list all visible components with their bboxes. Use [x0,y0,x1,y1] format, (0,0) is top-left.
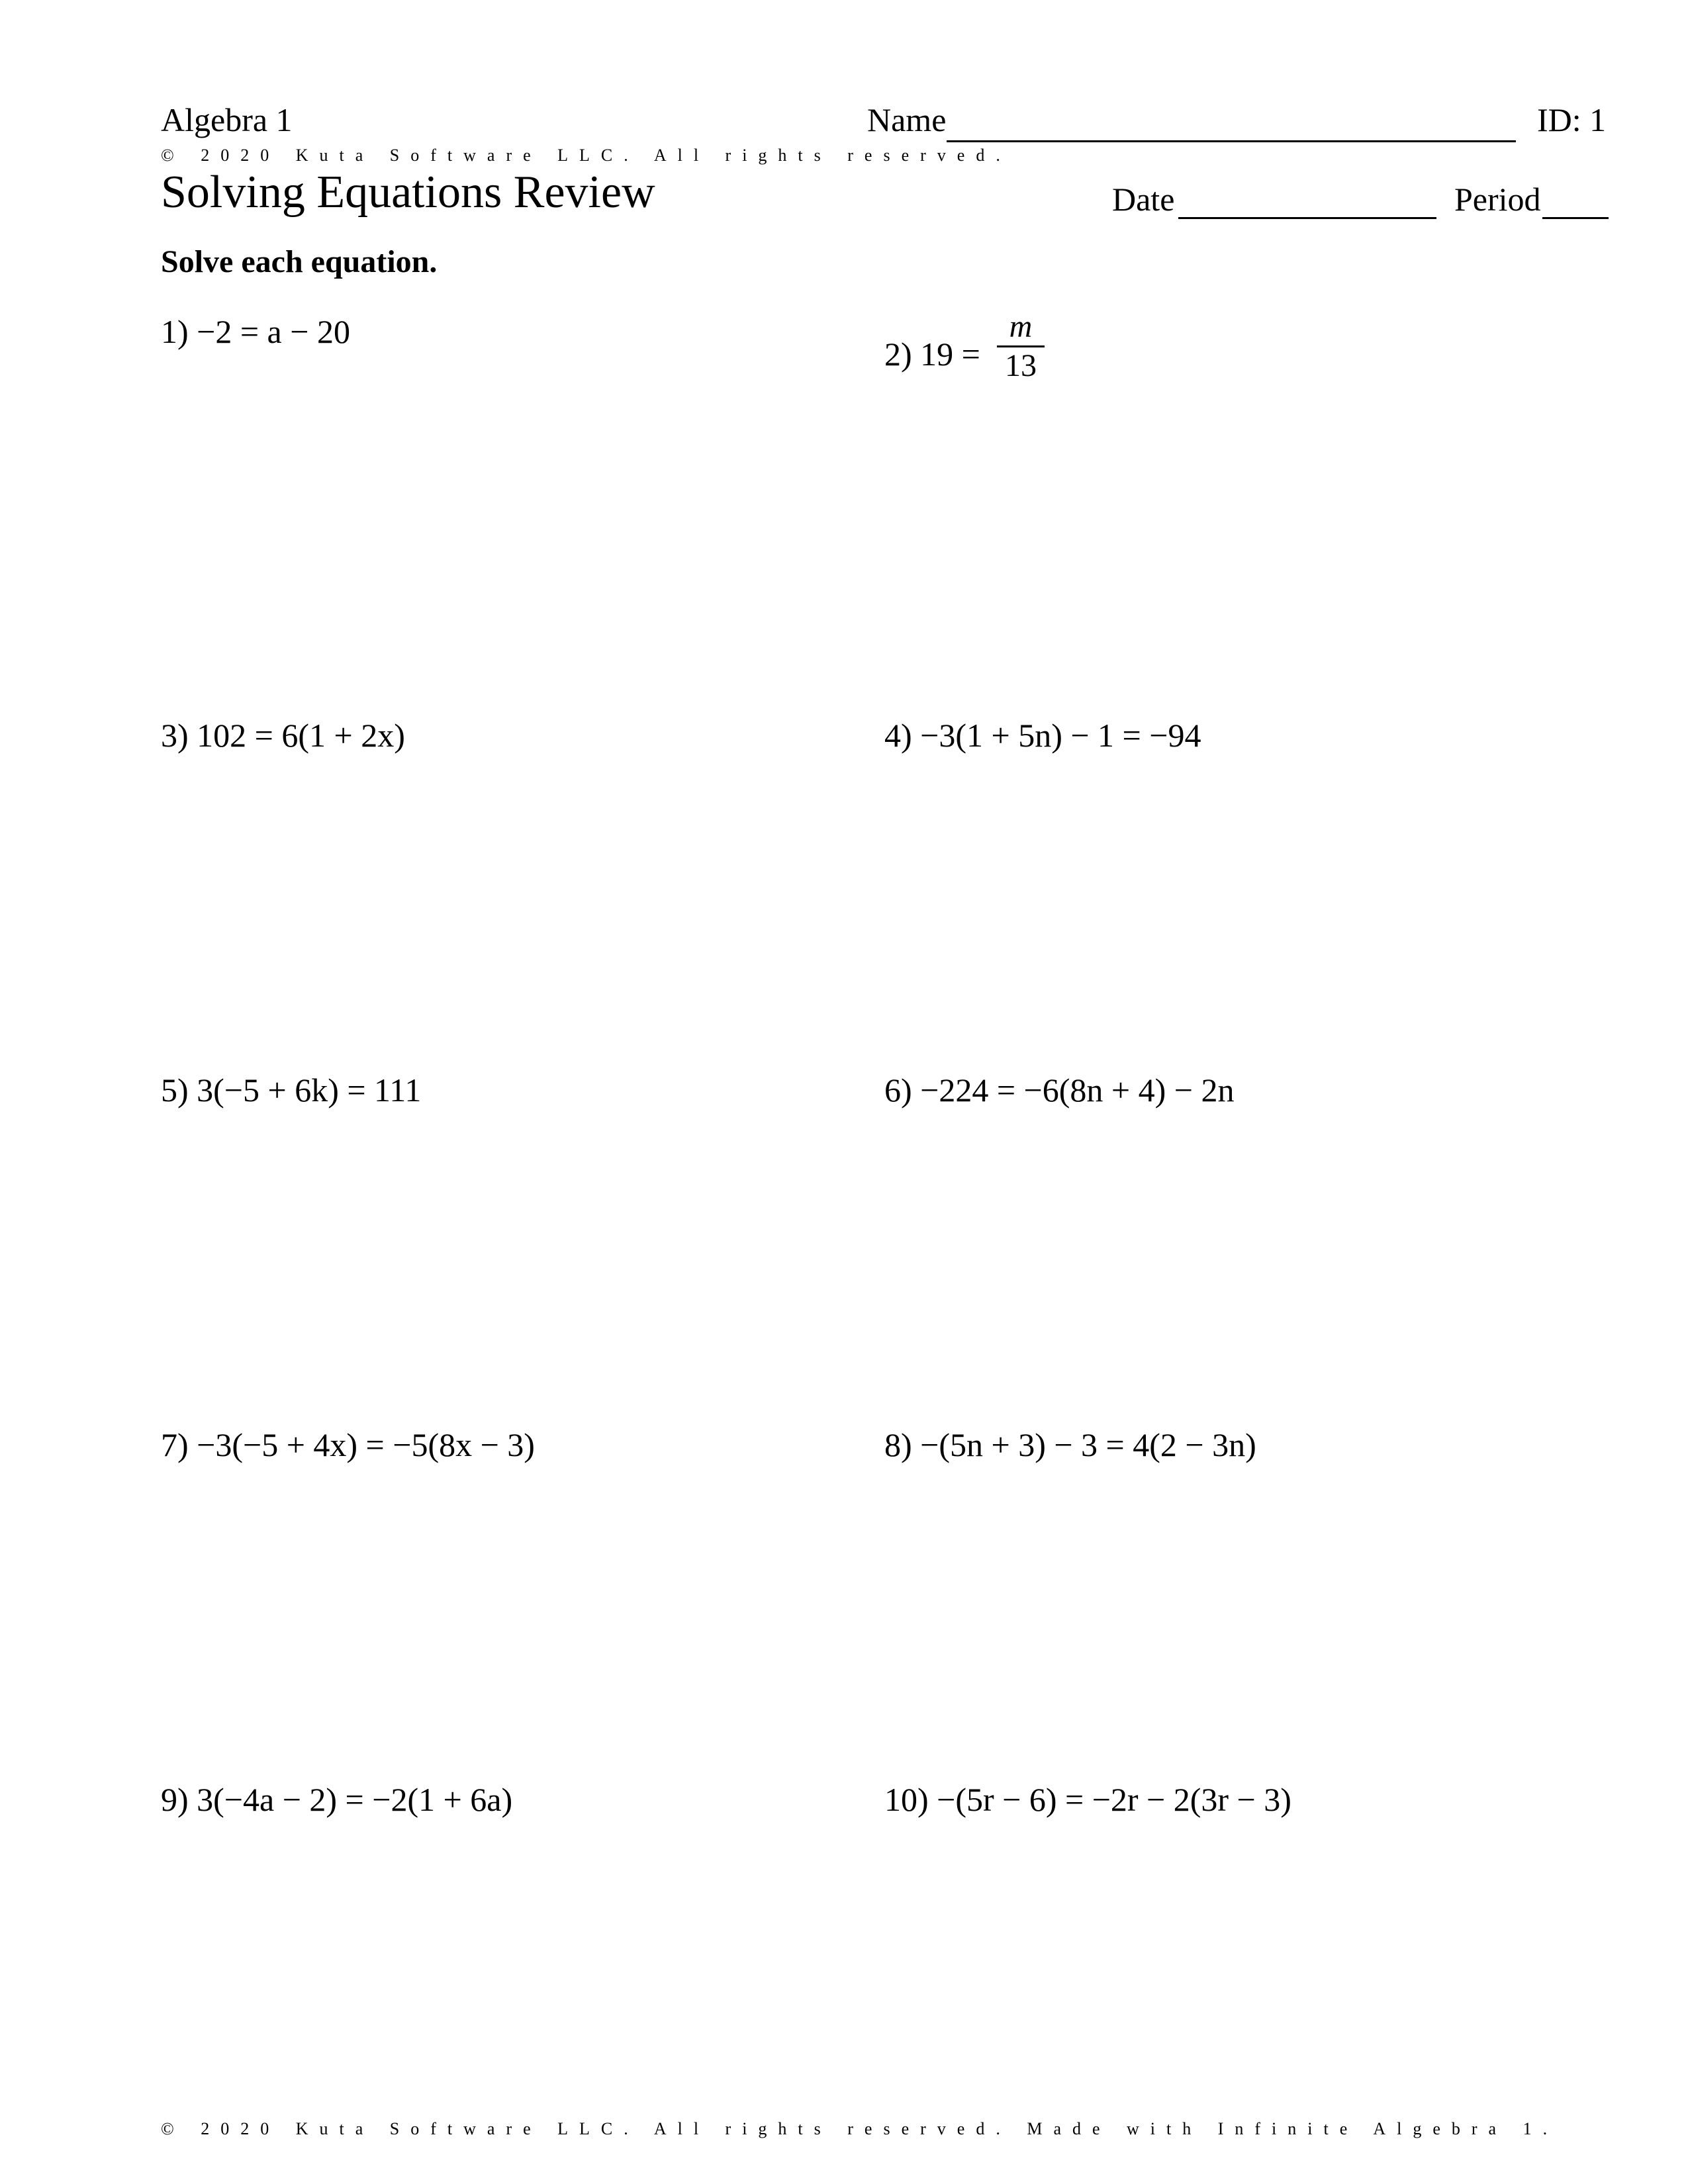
problem-number: 7) [161,1426,189,1463]
problem-number: 5) [161,1071,189,1109]
problem-7 [161,1428,535,1461]
problem-number: 1) [161,313,189,350]
problem-equation: 3(−5 + 6k) = 111 [197,1071,422,1109]
footer-copyright: © 2020 Kuta Software LLC. All rights reserved. Made with Infinite Algebra 1. [161,2119,1559,2138]
problem-2 [884,309,1037,383]
problem-equation: 3(−4a − 2) = −2(1 + 6a) [197,1781,513,1818]
fraction-bar [997,345,1045,347]
date-label: Date [1112,181,1175,218]
problem-1 [161,315,350,348]
problem-equation: 102 = 6(1 + 2x) [197,717,405,754]
fraction [997,311,1045,382]
problem-number: 3) [161,717,189,754]
page-title: Solving Equations Review [161,167,655,218]
problem-equation: −(5n + 3) − 3 = 4(2 − 3n) [920,1426,1256,1463]
instructions: Solve each equation. [161,244,438,279]
problem-equation: −224 = −6(8n + 4) − 2n [920,1071,1235,1109]
problem-number: 2) [884,336,912,373]
problem-number: 4) [884,717,912,754]
problem-number: 8) [884,1426,912,1463]
fraction-numerator: m [1009,309,1033,344]
problem-equation: −3(1 + 5n) − 1 = −94 [920,717,1201,754]
problem-equation: −2 = a − 20 [197,313,350,350]
problem-equation: 19 = [920,336,980,373]
problem-6 [884,1073,1234,1107]
id-label: ID: 1 [1537,101,1607,138]
fraction-denominator: 13 [1005,348,1037,383]
period-label: Period [1454,181,1541,218]
problem-5 [161,1073,421,1107]
problem-4 [884,719,1201,752]
problem-number: 10) [884,1781,929,1818]
problem-3 [161,719,405,752]
problem-equation: −3(−5 + 4x) = −5(8x − 3) [197,1426,535,1463]
date-blank-line[interactable] [1178,217,1436,219]
period-blank-line[interactable] [1542,217,1609,219]
problem-number: 9) [161,1781,189,1818]
problem-10 [884,1783,1291,1816]
course-label: Algebra 1 [161,101,293,138]
problem-9 [161,1783,512,1816]
name-blank-line[interactable] [947,140,1516,142]
problem-8 [884,1428,1256,1461]
problem-equation: −(5r − 6) = −2r − 2(3r − 3) [937,1781,1291,1818]
problem-number: 6) [884,1071,912,1109]
header-copyright: © 2020 Kuta Software LLC. All rights reserved. [161,146,1011,165]
name-label: Name [867,101,947,138]
